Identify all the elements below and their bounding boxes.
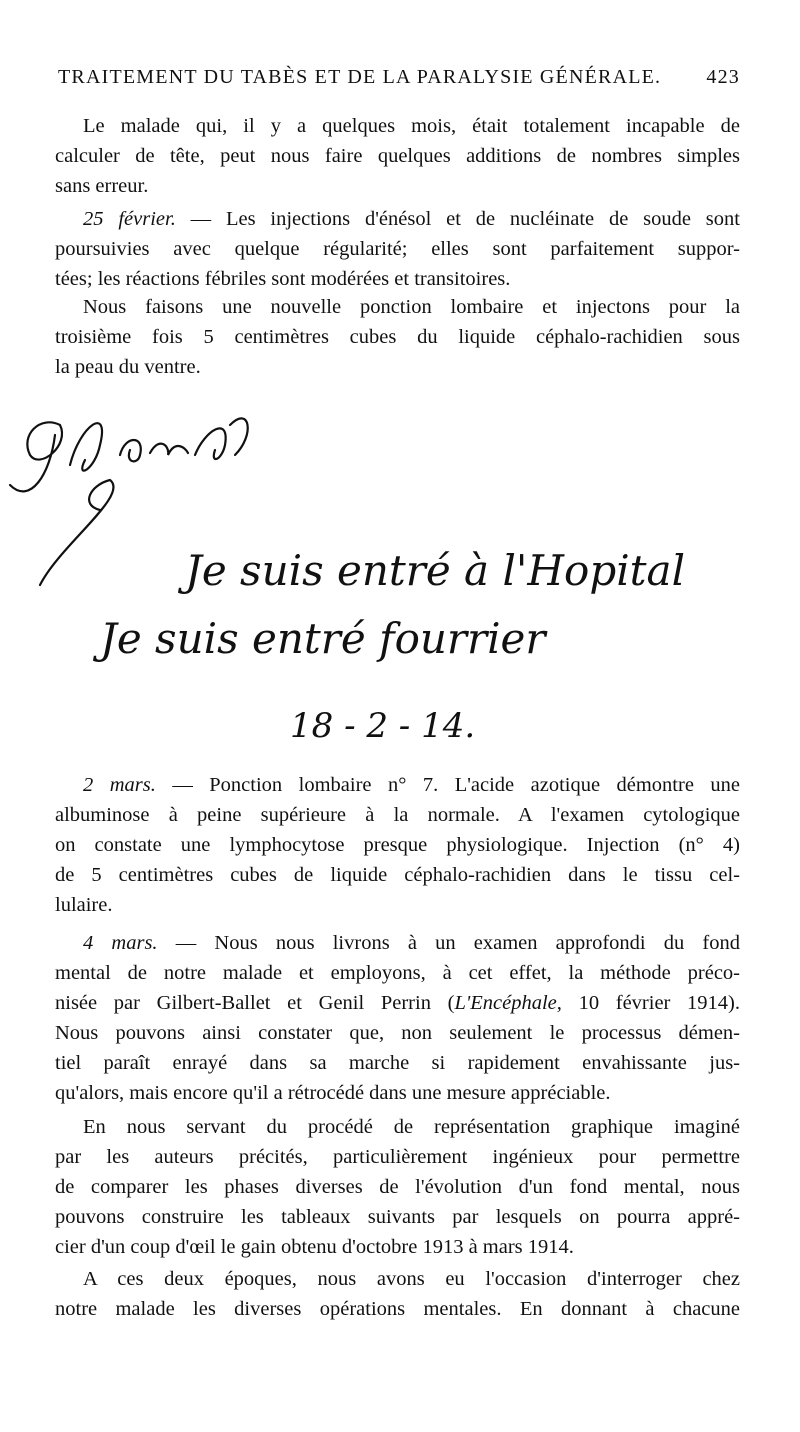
text-span: — Les injections d'énésol et de nucléinate de soude sont <box>175 208 740 230</box>
text-line: sans erreur. <box>55 175 149 197</box>
text-line <box>55 988 740 1018</box>
text-span: — Nous nous livrons à un examen approfondi du fond <box>157 932 740 954</box>
paragraph-representation <box>55 1112 740 1262</box>
handwritten-line: Je suis entré fourrier <box>100 614 546 663</box>
text-span: 10 février 1914). <box>561 992 740 1014</box>
entry-date: 4 mars. <box>83 932 158 954</box>
text-line: on constate une lymphocytose presque physiologique. Injection (n° 4) <box>55 834 740 856</box>
text-line <box>55 770 740 800</box>
text-span: nisée par Gilbert-Ballet et Genil Perrin ( <box>55 992 455 1014</box>
text-line: par les auteurs précités, particulièrement ingénieux pour permettre <box>55 1146 740 1168</box>
signature-text: J Glaroff <box>250 424 343 449</box>
text-line: pouvons construire les tableaux suivants par lesquels on pourra appré- <box>55 1206 740 1228</box>
paragraph-deux-epoques <box>55 1264 740 1324</box>
handwritten-line: Je suis entré à l'Hopital <box>185 546 686 595</box>
paragraph-ponction <box>55 292 740 382</box>
text-line: En nous servant du procédé de représentation graphique imaginé <box>83 1116 740 1138</box>
page-number: 423 <box>706 66 740 88</box>
text-line: albuminose à peine supérieure à la normale. A l'examen cytologique <box>55 804 740 826</box>
text-span: — Ponction lombaire n° 7. L'acide azotique démontre une <box>155 774 740 796</box>
text-line: mental de notre malade et employons, à cet effet, la méthode préco- <box>55 962 740 984</box>
text-line: troisième fois 5 centimètres cubes du liquide céphalo-rachidien sous <box>55 326 740 348</box>
text-line: la peau du ventre. <box>55 356 201 378</box>
handwritten-facsimile <box>0 385 800 765</box>
text-line: calculer de tête, peut nous faire quelques additions de nombres simples <box>55 145 740 167</box>
text-line <box>55 928 740 958</box>
text-line: Nous faisons une nouvelle ponction lombaire et injectons pour la <box>83 296 740 318</box>
text-line: notre malade les diverses opérations mentales. En donnant à chacune <box>55 1298 740 1320</box>
text-line: Le malade qui, il y a quelques mois, était totalement incapable de <box>83 115 740 137</box>
handwriting-drawing <box>0 385 800 765</box>
journal-title: L'Encéphale, <box>454 992 562 1014</box>
paragraph-2-mars <box>55 770 740 920</box>
entry-date: 2 mars. <box>83 774 156 796</box>
entry-date: 25 février. <box>83 208 176 230</box>
text-line: qu'alors, mais encore qu'il a rétrocédé dans une mesure appréciable. <box>55 1082 611 1104</box>
text-line: tées; les réactions fébriles sont modérées et transitoires. <box>55 268 511 290</box>
text-line: A ces deux époques, nous avons eu l'occasion d'interroger chez <box>83 1268 740 1290</box>
text-line: lulaire. <box>55 894 113 916</box>
text-line: cier d'un coup d'œil le gain obtenu d'octobre 1913 à mars 1914. <box>55 1236 574 1258</box>
text-line: poursuivies avec quelque régularité; elles sont parfaitement suppor- <box>55 238 740 260</box>
paragraph-calcul <box>55 111 740 201</box>
running-head-title: TRAITEMENT DU TABÈS ET DE LA PARALYSIE GÉNÉRALE. <box>58 66 662 88</box>
handwritten-date: 18 - 2 - 14. <box>290 706 476 746</box>
text-line: de 5 centimètres cubes de liquide céphalo-rachidien dans le tissu cel- <box>55 864 740 886</box>
text-line: Nous pouvons ainsi constater que, non seulement le processus démen- <box>55 1022 740 1044</box>
text-line <box>55 204 740 234</box>
running-head <box>58 62 740 92</box>
text-line: tiel paraît enrayé dans sa marche si rapidement envahissante jus- <box>55 1052 740 1074</box>
paragraph-4-mars <box>55 928 740 1108</box>
text-line: de comparer les phases diverses de l'évolution d'un fond mental, nous <box>55 1176 740 1198</box>
paragraph-25-fevrier <box>55 204 740 294</box>
